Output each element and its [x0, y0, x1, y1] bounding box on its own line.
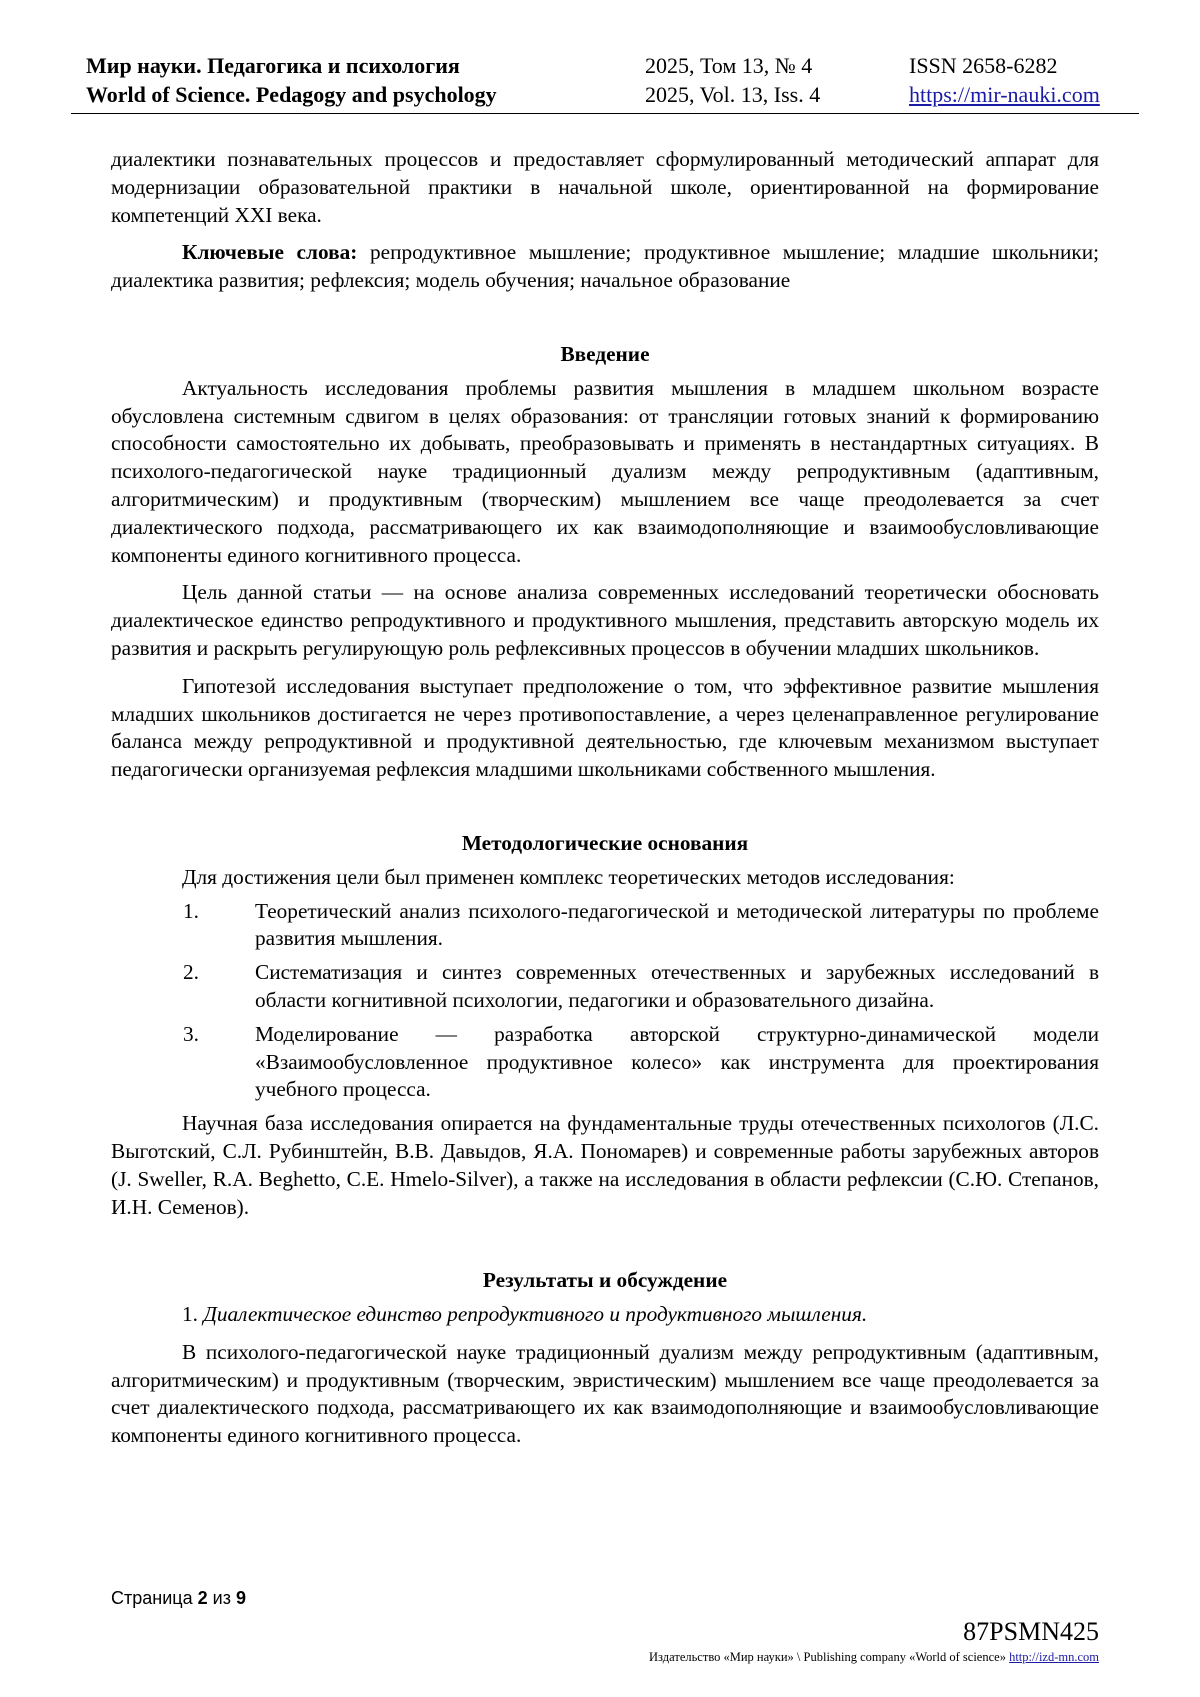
issue-ru: 2025, Том 13, № 4 [645, 53, 813, 78]
publisher-link[interactable]: http://izd-mn.com [1009, 1650, 1099, 1664]
keywords-label: Ключевые слова: [182, 240, 358, 265]
subheading-title: Диалектическое единство репродуктивного и продуктивного мышления. [203, 1302, 868, 1327]
intro-paragraph: Цель данной статьи — на основе анализа современных исследований теоретически обосновать диалектическое единство репродуктивного и продуктивного мышления, представить авторскую модель их развития и раскрыть регулирующую роль рефлексивных процессов в обучении младших школьников. [111, 580, 1099, 660]
page-separator: из [212, 1588, 231, 1608]
heading-results: Результаты и обсуждение [482, 1268, 728, 1293]
intro-paragraph: Гипотезой исследования выступает предположение о том, что эффективное развитие мышления младших школьников достигается не через противопоставление, а через целенаправленное регулирование баланса между репродуктивной и продуктивной деятельностью, где ключевым механизмом выступает педагогически организуемая рефлексия младшими школьниками собственного мышления. [111, 673, 1099, 782]
page-current: 2 [197, 1588, 208, 1608]
results-paragraph: В психолого-педагогической науке традиционный дуализм между репродуктивным (адаптивным, алгоритмическим) и продуктивным (творческим, эвристическим) мышлением все чаще преодолевается за счет диалектического подхода, рассматривающего их как взаимодополняющие и взаимообусловливающие компоненты единого когнитивного процесса. [111, 1339, 1099, 1448]
list-item [111, 898, 1099, 954]
keywords-text: репродуктивное мышление; продуктивное мышление; младшие школьники; диалектика развития; рефлексия; модель обучения; начальное образование [111, 240, 1100, 293]
page-total: 9 [235, 1588, 246, 1608]
list-item-text: Систематизация и синтез современных отечественных и зарубежных исследований в области когнитивной психологии, педагогики и образовательного дизайна. [255, 960, 1099, 1012]
publisher-line [649, 1650, 1099, 1665]
article-code: 87PSMN425 [963, 1617, 1099, 1646]
methods-closing: Научная база исследования опирается на фундаментальные труды отечественных психологов (Л.С. Выготский, С.Л. Рубинштейн, В.В. Давыдов, Я.А. Пономарев) и современные работы зарубежных авторов (J. Sweller, R.A. Beghetto, C.E. Hmelo-Silver), а также на исследования в области рефлексии (С.Ю. Степанов, И.Н. Семенов). [111, 1111, 1099, 1219]
list-item [111, 959, 1099, 1015]
list-item-number: 3. [183, 1021, 199, 1046]
intro-paragraph: Актуальность исследования проблемы развития мышления в младшем школьном возрасте обусловлена системным сдвигом в целях образования: от трансляции готовых знаний к формированию способности самостоятельно их добывать, преобразовывать и применять в нестандартных ситуациях. В психолого-педагогической науке традиционный дуализм между репродуктивным (адаптивным, алгоритмическим) и продуктивным (творческим) мышлением все чаще преодолевается за счет диалектического подхода, рассматривающего их как взаимодополняющие и взаимообусловливающие компоненты единого когнитивного процесса. [111, 375, 1099, 567]
heading-introduction: Введение [560, 341, 650, 366]
list-item-number: 1. [183, 898, 199, 923]
running-header [71, 51, 1139, 114]
methods-list [111, 898, 1099, 1105]
list-item [111, 1021, 1099, 1104]
keywords [111, 239, 1099, 295]
subheading-number: 1. [182, 1302, 198, 1327]
journal-title-ru: Мир науки. Педагогика и психология [86, 53, 460, 78]
issn: ISSN 2658-6282 [909, 53, 1058, 78]
article-body [111, 146, 1099, 1450]
journal-url-link[interactable]: https://mir-nauki.com [909, 82, 1100, 107]
list-item-text: Моделирование — разработка авторской структурно-динамической модели «Взаимообусловленное продуктивное колесо» как инструмента для проектирования учебного процесса. [255, 1021, 1099, 1102]
abstract-end: диалектики познавательных процессов и предоставляет сформулированный методический аппарат для модернизации образовательной практики в начальной школе, ориентированной на формирование компетенций XXI века. [111, 147, 1099, 227]
publisher-name: Издательство «Мир науки» \ Publishing company «World of science» [649, 1650, 1006, 1664]
methods-lead: Для достижения цели был применен комплекс теоретических методов исследования: [182, 864, 955, 889]
page-prefix: Страница [111, 1588, 193, 1608]
list-item-text: Теоретический анализ психолого-педагогической и методической литературы по проблеме развития мышления. [255, 898, 1099, 951]
journal-url[interactable] [909, 80, 1100, 109]
list-item-number: 2. [183, 960, 199, 985]
page-number [111, 1588, 246, 1609]
issue-en: 2025, Vol. 13, Iss. 4 [645, 82, 821, 107]
journal-title-en: World of Science. Pedagogy and psychology [86, 82, 497, 107]
results-subheading [111, 1301, 1099, 1329]
heading-methods: Методологические основания [461, 830, 749, 855]
